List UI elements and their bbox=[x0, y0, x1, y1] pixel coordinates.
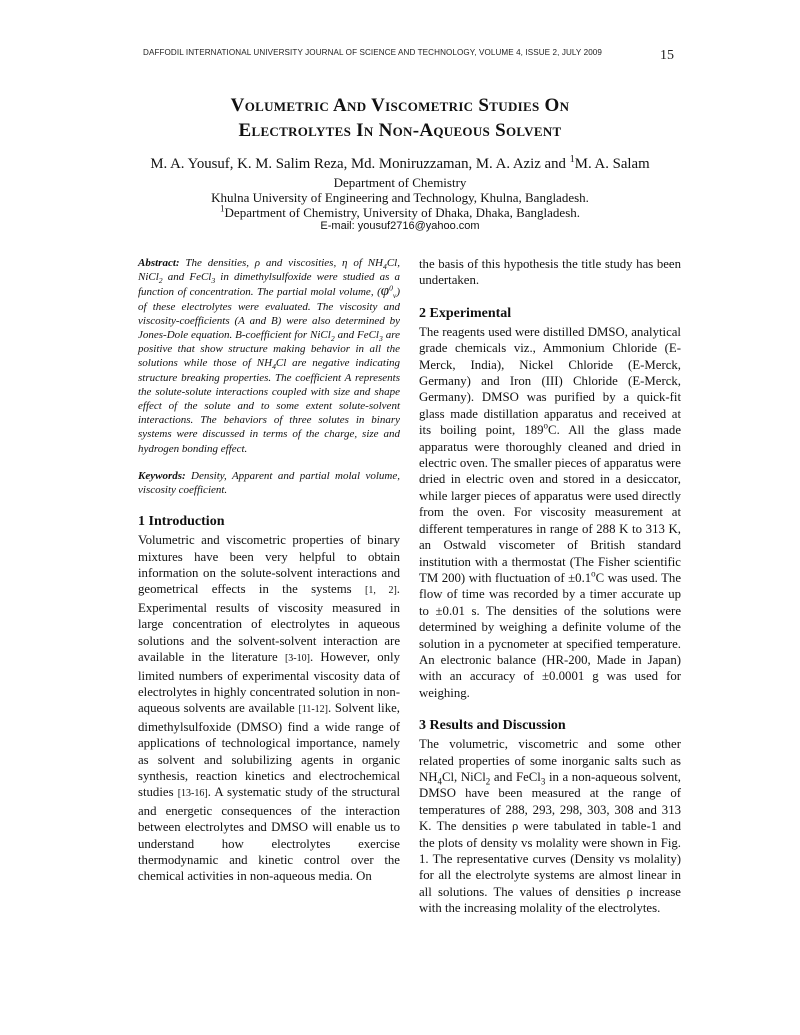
degree-sup: o bbox=[591, 568, 596, 579]
right-column bbox=[419, 256, 681, 917]
abstract bbox=[138, 256, 400, 456]
results-body bbox=[419, 736, 681, 916]
affiliation-university: Khulna University of Engineering and Technology, Khulna, Bangladesh. bbox=[211, 190, 589, 205]
affil-dept-2-text: Department of Chemistry, University of Dhaka, Dhaka, Bangladesh. bbox=[224, 205, 581, 220]
intro-text: . Solvent like, dimethylsulfoxide (DMSO) find a wide range of applications of technological importance, namely as solvent and solubilizing agents in organic synthesis, reaction kinetics and electrochemical studies bbox=[138, 701, 401, 800]
abstract-text: and FeCl bbox=[334, 329, 379, 342]
keywords-text: Density, Apparent and partial molal volume, viscosity coefficient. bbox=[138, 469, 400, 497]
sub: 4 bbox=[272, 362, 276, 372]
keywords bbox=[138, 469, 400, 497]
sub: 2 bbox=[158, 276, 163, 286]
intro-text: . However, only limited numbers of experimental viscosity data of electrolytes in highly concentrated solution in non-aqueous solvents are available bbox=[138, 650, 401, 716]
author-last: M. A. Salam bbox=[574, 156, 650, 172]
abstract-text: are positive that show structure making behavior in all the solutions while those of NH bbox=[138, 329, 400, 370]
abstract-text: in dimethylsulfoxide were studied as a function of concentration. The partial molal volume, ( bbox=[138, 271, 400, 299]
citation: [3-10] bbox=[284, 653, 310, 665]
introduction-body bbox=[138, 532, 400, 885]
res-text: The volumetric, viscometric and some other related properties of some inorganic salts such as NH bbox=[419, 737, 681, 784]
res-text: and FeCl bbox=[490, 769, 541, 784]
author-names: M. A. Yousuf, K. M. Salim Reza, Md. Moniruzzaman, M. A. Aziz and bbox=[150, 156, 566, 172]
experimental-body bbox=[419, 324, 681, 701]
sub: 4 bbox=[437, 776, 442, 787]
degree-sup: o bbox=[543, 420, 549, 431]
exp-text: The reagents used were distilled DMSO, analytical grade chemicals viz., Ammonium Chloride (E-Merck, India), Nickel Chloride (E-Merck, Germany) and Iron (III) Chloride (E-Merck, Germany). DMSO was purified by a quick-fit glass made distillation apparatus and received at its boiling point, 189 bbox=[419, 324, 681, 438]
citation: [1, 2] bbox=[365, 585, 397, 597]
citation: [11-12] bbox=[298, 704, 328, 716]
section-heading-introduction: 1 Introduction bbox=[138, 514, 225, 530]
paper-title bbox=[0, 93, 800, 143]
intro-text: Volumetric and viscometric properties of binary mixtures have been very helpful to obtain information on the solute-solvent interactions and geometrical effects in the systems bbox=[138, 533, 400, 597]
exp-text: C was used. The flow of time was recorded by a timer accurate up to ±0.01 s. The densities of the solutions were determined by weighing a definite volume of the solution in a pycnometer at specified temperature. An electronic balance (HR-200, Made in Japan) with an accuracy of ±0.0001 g was used for weighing. bbox=[419, 570, 682, 700]
left-column bbox=[138, 256, 400, 885]
sub: 3 bbox=[540, 776, 546, 787]
abstract-text: ) of these electrolytes were evaluated. The viscosity and viscosity-coefficients (A and B) were also determined by Jones-Dole equation. B-coefficient for NiCl bbox=[138, 286, 400, 342]
sup: 0 bbox=[389, 283, 393, 293]
title-line-1: Volumetric And Viscometric Studies On bbox=[230, 95, 570, 116]
abstract-text: and FeCl bbox=[162, 271, 212, 284]
title-line-2: Electrolytes In Non-Aqueous Solvent bbox=[238, 120, 562, 141]
author-affil-mark: 1 bbox=[569, 154, 575, 166]
author-list bbox=[0, 156, 800, 173]
exp-text: C. All the glass made apparatus were thoroughly cleaned and dried in electric oven. The smaller pieces of apparatus were dried in electric oven and stored in a desiccator, while larger pieces of apparatus were used directly from the oven. For viscosity measurement at different temperatures in range of 288 K to 313 K, an Ostwald viscometer of British standard institution with a thermostat (The Fisher scientific TM 200) with fluctuation of ±0.1 bbox=[419, 423, 681, 585]
sub: 3 bbox=[378, 334, 383, 344]
sub: 2 bbox=[485, 776, 491, 787]
sub: 2 bbox=[330, 334, 335, 344]
citation: [13-16] bbox=[177, 788, 208, 800]
abstract-text: Cl are negative indicating structure breaking properties. The coefficient A represents the solute-solute interactions coupled with size and shape effect of the solute and to some extent solute-solvent interactions. The behaviors of three solutes in binary systems were discussed in terms of the charge, size and hydrogen bonding effect. bbox=[138, 357, 400, 455]
sub: v bbox=[392, 291, 397, 301]
intro-text: . A systematic study of the structural and energetic consequences of the interaction between electrolytes and DMSO will enable us to understand how electrolytes exercise thermodynamic and kinetic control over the chemical activities in non-aqueous media. On bbox=[138, 785, 401, 884]
abstract-text: The densities, ρ and viscosities, η of NH bbox=[185, 257, 383, 269]
running-head: DAFFODIL INTERNATIONAL UNIVERSITY JOURNAL OF SCIENCE AND TECHNOLOGY, VOLUME 4, ISSUE 2, JULY 2009 bbox=[143, 48, 603, 57]
affiliation-dept-2 bbox=[0, 205, 800, 221]
affiliation-dept: Department of Chemistry bbox=[333, 175, 467, 190]
author-email: E-mail: yousuf2716@yahoo.com bbox=[320, 220, 480, 232]
abstract-text: Cl, NiCl bbox=[138, 257, 400, 284]
phi-symbol: φ bbox=[380, 283, 390, 300]
sub: 3 bbox=[211, 276, 216, 286]
sub: 4 bbox=[383, 262, 387, 272]
section-heading-experimental: 2 Experimental bbox=[419, 305, 512, 321]
res-text: in a non-aqueous solvent, DMSO have been measured at the range of temperatures of 288, 293, 298, 303, 308 and 313 K. The densities ρ were tabulated in table-1 and the plots of density vs molality were shown in Fig. 1. The representative curves (Density vs molality) for all the electrolyte systems are almost linear in all solutions. The values of densities ρ increase with the increasing molality of the electrolytes. bbox=[419, 769, 681, 916]
abstract-label: Abstract: bbox=[138, 257, 180, 269]
keywords-label: Keywords: bbox=[138, 469, 186, 482]
affil-mark: 1 bbox=[219, 203, 225, 214]
intro-text: . Experimental results of viscosity measured in large concentration of electrolytes in aqueous solutions and the solvent-solvent interaction are available in the literature bbox=[138, 582, 400, 665]
res-text: Cl, NiCl bbox=[441, 769, 486, 784]
section-heading-results: 3 Results and Discussion bbox=[419, 718, 566, 734]
page-number: 15 bbox=[660, 48, 674, 63]
intro-continuation: the basis of this hypothesis the title study has been undertaken. bbox=[419, 257, 681, 288]
